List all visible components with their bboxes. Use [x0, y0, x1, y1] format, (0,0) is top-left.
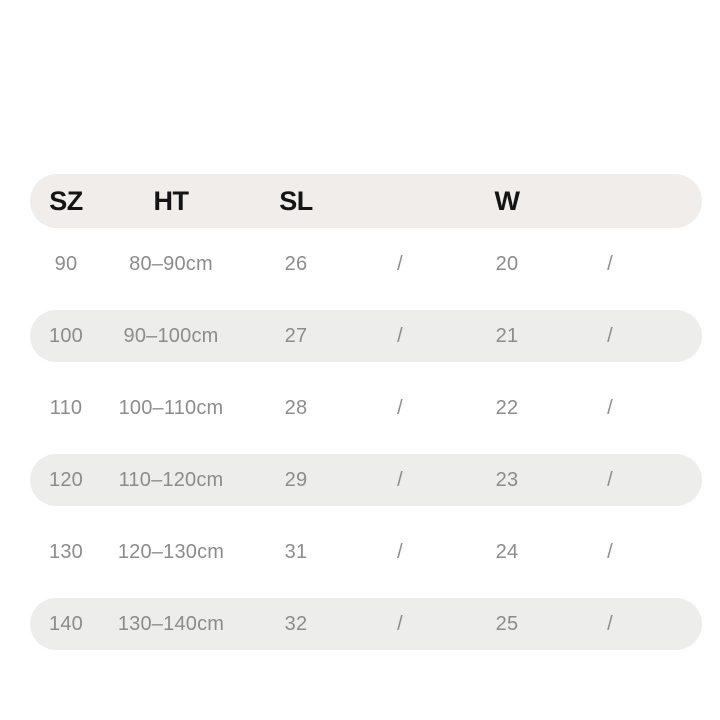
row-pill	[30, 310, 702, 362]
cell-waist: 21	[495, 324, 519, 347]
cell-height-range: 120–130cm	[117, 540, 225, 563]
cell-waist: 25	[495, 612, 519, 635]
table-row	[30, 444, 702, 516]
row-pill	[30, 454, 702, 506]
row-pill	[30, 526, 702, 578]
cell-slash: /	[607, 252, 613, 275]
row-pill	[30, 238, 702, 290]
cell-size: 90	[54, 252, 78, 275]
size-chart-table	[30, 174, 702, 660]
cell-slash: /	[397, 612, 403, 635]
cell-slash: /	[607, 324, 613, 347]
cell-sleeve: 31	[284, 540, 308, 563]
cell-height-range: 90–100cm	[123, 324, 219, 347]
cell-sleeve: 29	[284, 468, 308, 491]
cell-sleeve: 27	[284, 324, 308, 347]
table-row	[30, 372, 702, 444]
cell-waist: 24	[495, 540, 519, 563]
cell-height-range: 100–110cm	[118, 396, 224, 419]
cell-size: 120	[49, 468, 83, 491]
cell-waist: 20	[495, 252, 519, 275]
cell-height-range: 130–140cm	[117, 612, 225, 635]
row-pill	[30, 382, 702, 434]
cell-slash: /	[607, 396, 613, 419]
cell-slash: /	[607, 468, 613, 491]
cell-slash: /	[397, 396, 403, 419]
table-row	[30, 228, 702, 300]
cell-slash: /	[607, 540, 613, 563]
cell-slash: /	[397, 252, 403, 275]
cell-slash: /	[397, 468, 403, 491]
header-cell-sl: SL	[279, 185, 313, 216]
cell-height-range: 80–90cm	[129, 252, 213, 275]
header-row	[30, 174, 702, 228]
cell-slash: /	[397, 324, 403, 347]
cell-slash: /	[607, 612, 613, 635]
cell-size: 140	[49, 612, 83, 635]
cell-sleeve: 28	[284, 396, 308, 419]
header-cell-sz: SZ	[49, 185, 83, 216]
table-row	[30, 516, 702, 588]
cell-waist: 22	[495, 396, 519, 419]
table-row	[30, 588, 702, 660]
table-row	[30, 300, 702, 372]
cell-sleeve: 26	[284, 252, 308, 275]
header-cell-ht: HT	[153, 185, 189, 216]
cell-waist: 23	[495, 468, 519, 491]
cell-size: 110	[49, 396, 83, 419]
cell-sleeve: 32	[284, 612, 308, 635]
cell-height-range: 110–120cm	[118, 468, 224, 491]
header-cell-w: W	[494, 185, 520, 216]
cell-size: 130	[49, 540, 83, 563]
cell-slash: /	[397, 540, 403, 563]
row-pill	[30, 598, 702, 650]
cell-size: 100	[49, 324, 83, 347]
